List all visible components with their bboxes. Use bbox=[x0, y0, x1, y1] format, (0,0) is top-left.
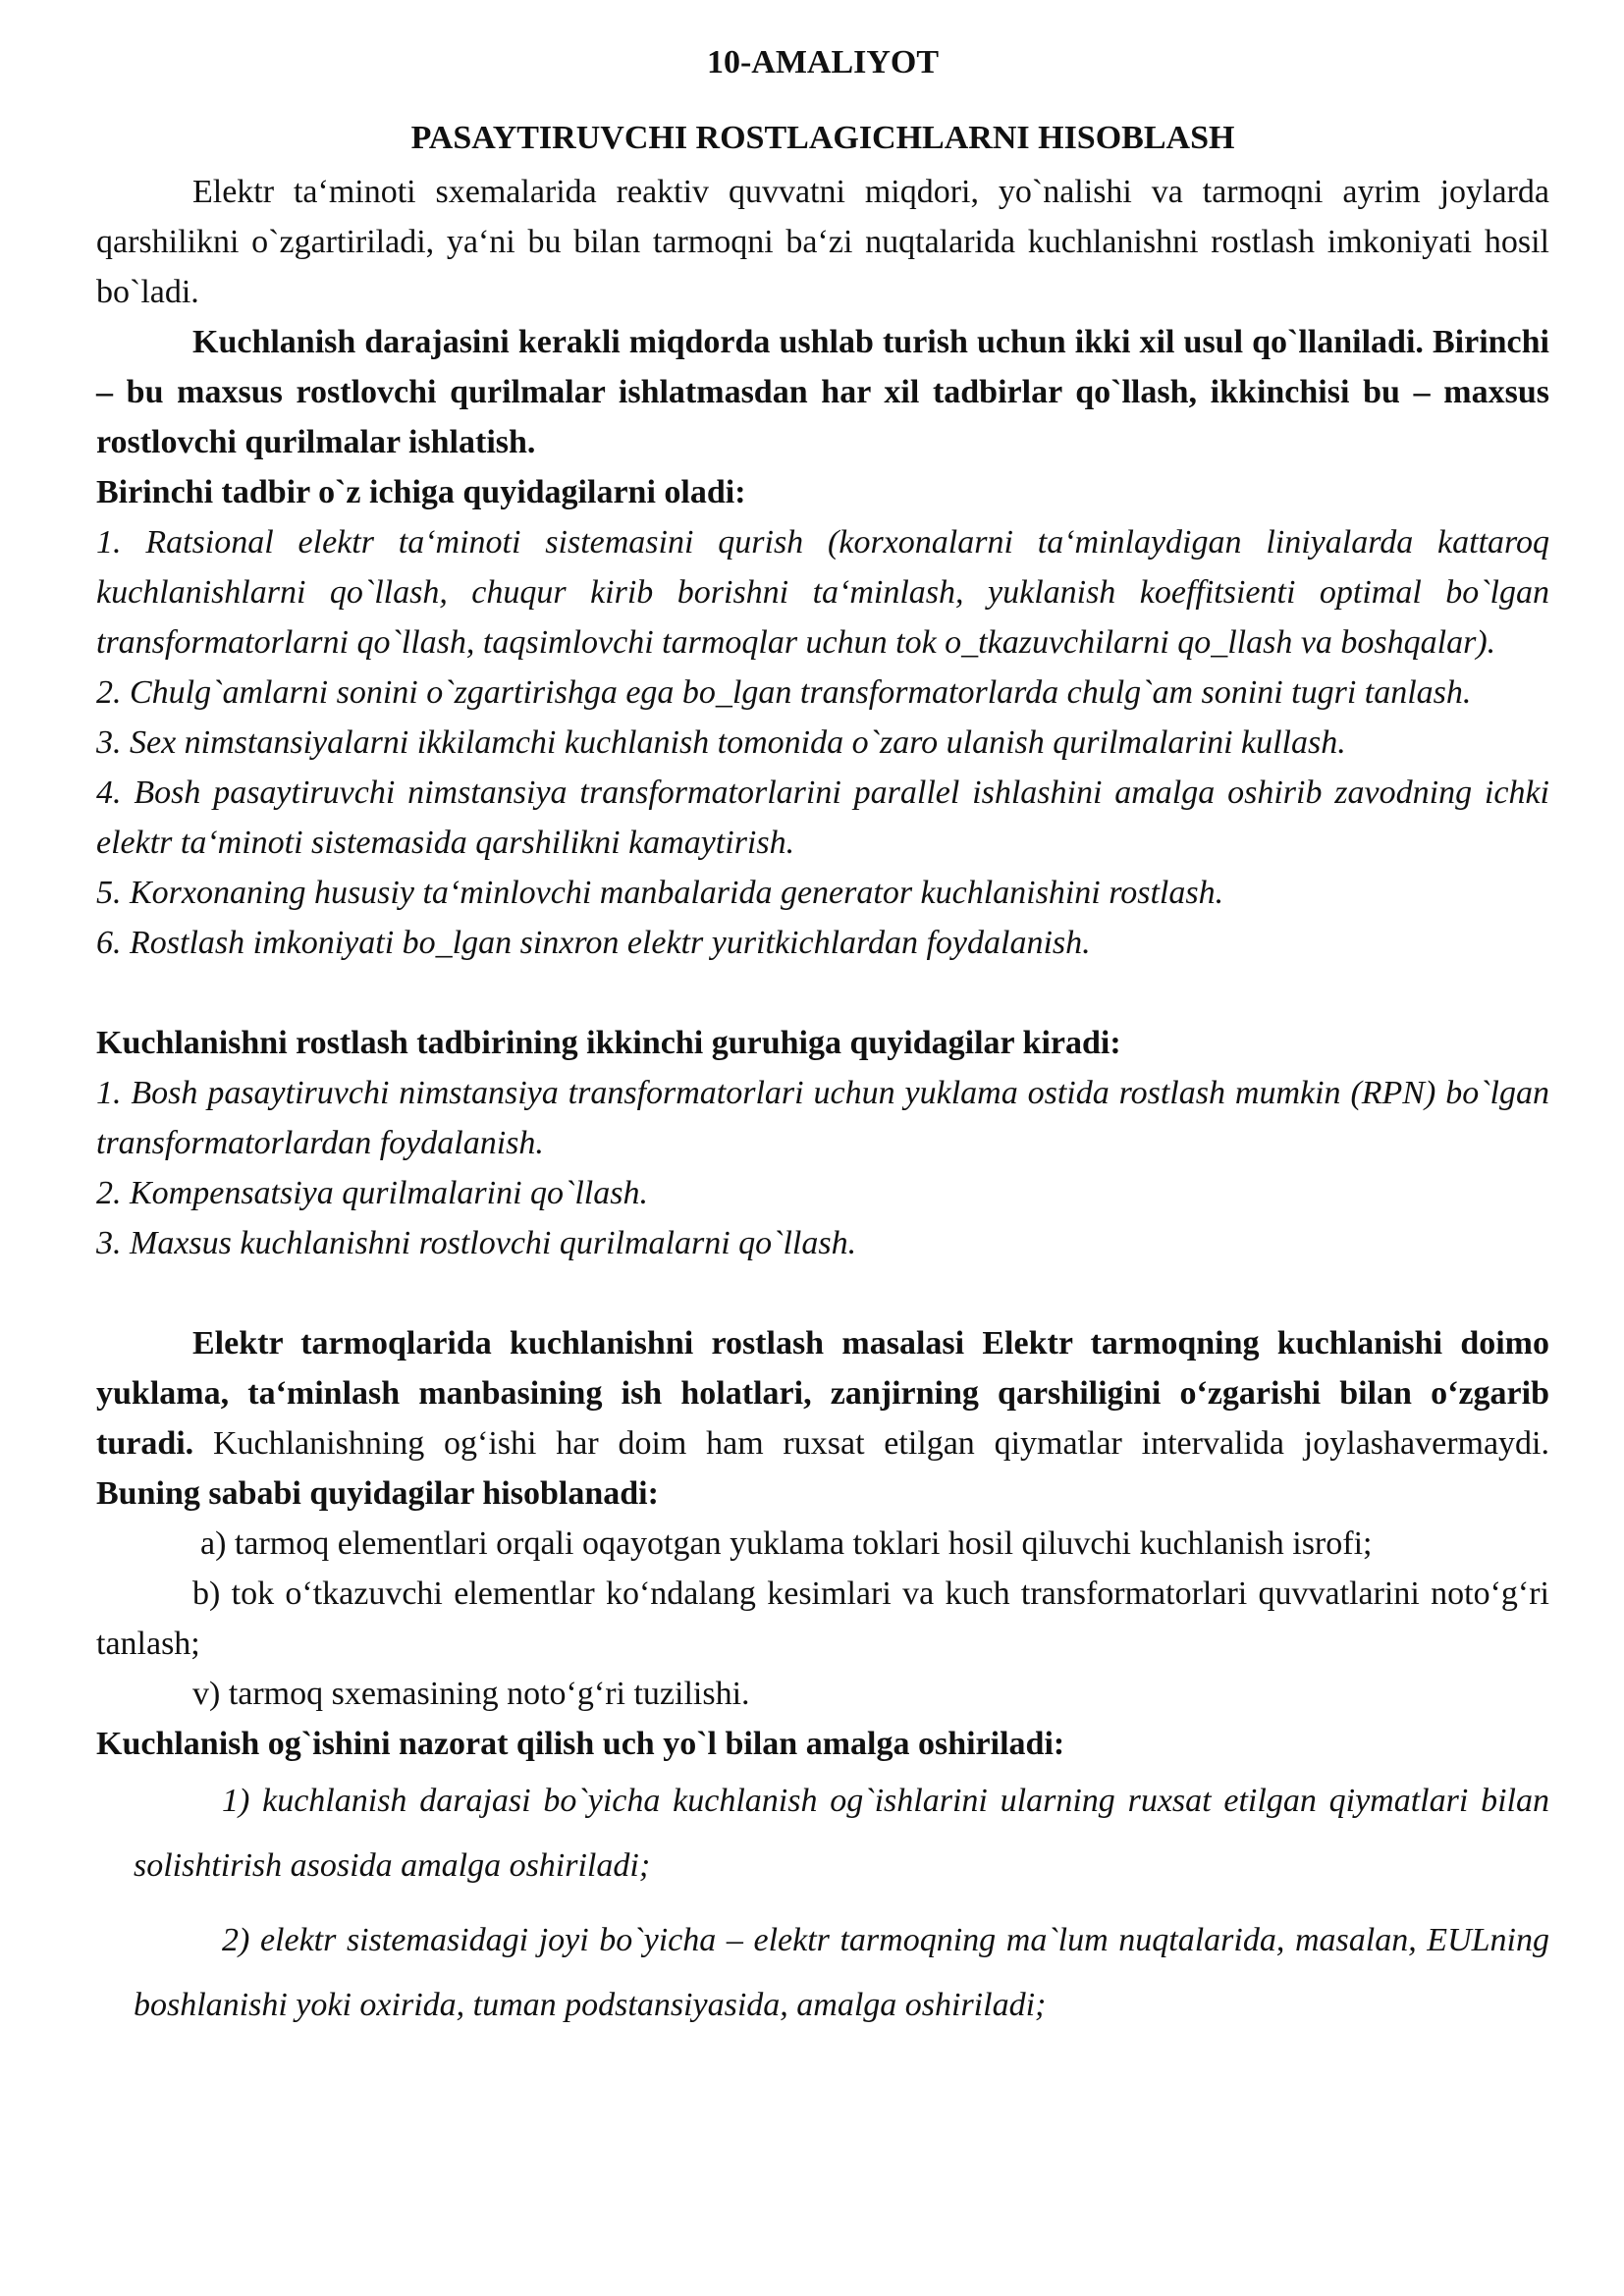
control-item-2: 2) elektr sistemasidagi joyi bo`yicha – elektr tarmoqning ma`lum nuqtalarida, masalan, EULning boshlanishi yoki oxirida, tuman podstansiyasida, amalga oshiriladi; bbox=[134, 1922, 1549, 2023]
regulation-text: Kuchlanishning og‘ishi har doim ham ruxsat etilgan qiymatlar intervalida joylashavermaydi. bbox=[193, 1425, 1549, 1462]
regulation-bold-lead: Elektr tarmoqlarida kuchlanishni rostlash masalasi Elektr tarmoqning kuchlanishi doimo yuklama, ta‘minlash manbasining ish holatlari, zanjirning qarshiligini o‘zgarishi bilan o‘zgarib turadi. bbox=[96, 1325, 1549, 1462]
second-group-heading: Kuchlanishni rostlash tadbirining ikkinchi guruhiga quyidagilar kiradi: bbox=[96, 1025, 1121, 1061]
page-title: PASAYTIRUVCHI ROSTLAGICHLARNI HISOBLASH bbox=[410, 120, 1235, 156]
first-group-item-2: 2. Chulg`amlarni sonini o`zgartirishga ega bo_lgan transformatorlarda chulg`am sonini tugri tanlash. bbox=[96, 674, 1472, 711]
first-group-heading: Birinchi tadbir o`z ichiga quyidagilarni oladi: bbox=[96, 474, 746, 510]
document-page bbox=[96, 37, 1549, 2038]
reason-b: b) tok o‘tkazuvchi elementlar ko‘ndalang kesimlari va kuch transformatorlari quvvatlarini noto‘g‘ri tanlash; bbox=[96, 1575, 1549, 1662]
first-group-item-1: 1. Ratsional elektr ta‘minoti sistemasini qurish (korxonalarni ta‘minlaydigan liniyalarda kattaroq kuchlanishlarni qo`llash, chuqur kirib borishni ta‘minlash, yuklanish koeffitsienti optimal bo`lgan transformatorlarni qo`llash, taqsimlovchi tarmoqlar uchun tok o_tkazuvchilarni qo_llash va boshqalar). bbox=[96, 524, 1549, 661]
control-item-1: 1) kuchlanish darajasi bo`yicha kuchlanish og`ishlarini ularning ruxsat etilgan qiymatlari bilan solishtirish asosida amalga oshiriladi; bbox=[134, 1783, 1549, 1884]
control-heading: Kuchlanish og`ishini nazorat qilish uch yo`l bilan amalga oshiriladi: bbox=[96, 1726, 1065, 1762]
regulation-paragraph bbox=[96, 1318, 1549, 1519]
first-group-item-3: 3. Sex nimstansiyalarni ikkilamchi kuchlanish tomonida o`zaro ulanish qurilmalarini kullash. bbox=[96, 724, 1346, 761]
methods-paragraph: Kuchlanish darajasini kerakli miqdorda ushlab turish uchun ikki xil usul qo`llaniladi. Birinchi – bu maxsus rostlovchi qurilmalar ishlatmasdan har xil tadbirlar qo`llash, ikkinchisi bu – maxsus rostlovchi qurilmalar ishlatish. bbox=[96, 324, 1549, 460]
practice-number: 10-AMALIYOT bbox=[706, 44, 940, 80]
blank-line bbox=[96, 968, 1549, 1018]
reason-v: v) tarmoq sxemasining noto‘g‘ri tuzilishi. bbox=[192, 1676, 750, 1712]
reasons-lead: Buning sababi quyidagilar hisoblanadi: bbox=[96, 1475, 659, 1512]
first-group-item-6: 6. Rostlash imkoniyati bo_lgan sinxron elektr yuritkichlardan foydalanish. bbox=[96, 925, 1091, 961]
second-group-item-3: 3. Maxsus kuchlanishni rostlovchi qurilmalarni qo`llash. bbox=[96, 1225, 857, 1261]
reason-a: a) tarmoq elementlari orqali oqayotgan yuklama toklari hosil qiluvchi kuchlanish isrofi; bbox=[200, 1525, 1373, 1562]
first-group-item-4: 4. Bosh pasaytiruvchi nimstansiya transformatorlarini parallel ishlashini amalga oshirib zavodning ichki elektr ta‘minoti sistemasida qarshilikni kamaytirish. bbox=[96, 774, 1549, 861]
intro-paragraph: Elektr ta‘minoti sxemalarida reaktiv quvvatni miqdori, yo`nalishi va tarmoqni ayrim joylarda qarshilikni o`zgartiriladi, ya‘ni bu bilan tarmoqni ba‘zi nuqtalarida kuchlanishni rostlash imkoniyati hosil bo`ladi. bbox=[96, 174, 1549, 310]
second-group-item-1: 1. Bosh pasaytiruvchi nimstansiya transformatorlari uchun yuklama ostida rostlash mumkin (RPN) bo`lgan transformatorlardan foydalanish. bbox=[96, 1075, 1549, 1161]
second-group-item-2: 2. Kompensatsiya qurilmalarini qo`llash. bbox=[96, 1175, 648, 1211]
blank-line bbox=[96, 1268, 1549, 1318]
first-group-item-5: 5. Korxonaning hususiy ta‘minlovchi manbalarida generator kuchlanishini rostlash. bbox=[96, 875, 1224, 911]
